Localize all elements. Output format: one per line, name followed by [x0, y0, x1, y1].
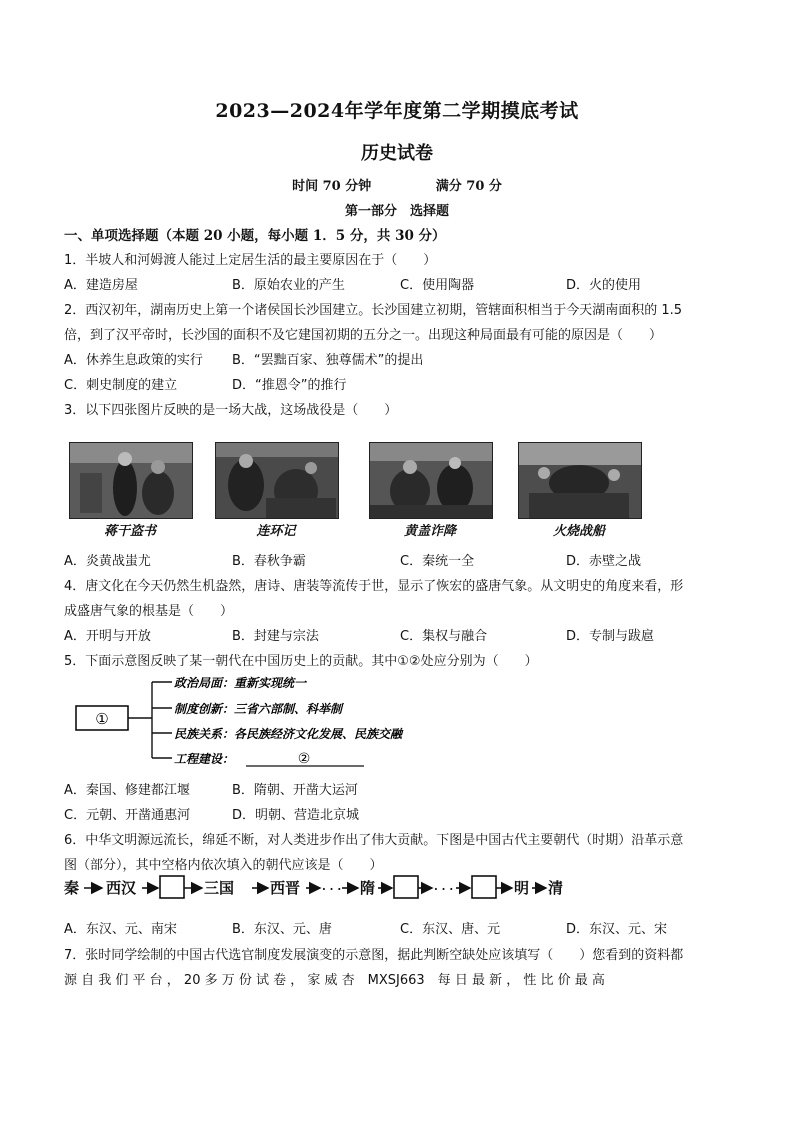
q5-branch-ethnic: 民族关系：各民族经济文化发展、民族交融: [174, 727, 403, 741]
timeline-three-kingdoms: 三国: [204, 879, 235, 897]
q1-option-a: A．建造房屋: [64, 278, 138, 293]
q5-option-a: A．秦国、修建都江堰: [64, 783, 190, 798]
q3-stem: 3．以下四张图片反映的是一场大战，这场战役是（ ）: [64, 403, 398, 418]
timeline-blank-3: [472, 876, 496, 898]
q4-option-b: B．封建与宗法: [232, 629, 319, 644]
timeline-ming: 明: [514, 879, 530, 897]
timeline-qin: 秦: [64, 879, 80, 897]
q2-stem-line1: 2．西汉初年，湖南历史上第一个诸侯国长沙国建立。长沙国建立初期，管辖面积相当于今天湖南面积的 1.5: [64, 303, 683, 318]
q2-option-c: C．刺史制度的建立: [64, 378, 178, 393]
q3-option-a: A．炎黄战蚩尤: [64, 554, 151, 569]
q3-caption-2: 连环记: [256, 524, 296, 539]
q6-timeline: [64, 873, 604, 901]
q5-stem: 5．下面示意图反映了某一朝代在中国历史上的贡献。其中①②处应分别为（ ）: [64, 654, 538, 669]
q3-caption-4: 火烧战船: [552, 524, 605, 539]
q3-caption-3: 黄盖诈降: [403, 524, 456, 539]
q6-option-a: A．东汉、元、南宋: [64, 922, 177, 937]
q6-option-b: B．东汉、元、唐: [232, 922, 332, 937]
q3-picture-3: [369, 442, 493, 519]
section-heading: 一、单项选择题（本题 20 小题，每小题 1．5 分，共 30 分）: [64, 228, 446, 244]
q5-branch-institutions: 制度创新：三省六部制、科举制: [174, 702, 343, 716]
part-heading: 第一部分 选择题: [344, 204, 449, 219]
q4-option-d: D．专制与跋扈: [566, 629, 655, 644]
timeline-sui: 隋: [360, 879, 376, 897]
q6-stem-line2: 图（部分），其中空格内依次填入的朝代应该是（ ）: [64, 858, 383, 873]
q2-option-a: A．休养生息政策的实行: [64, 353, 203, 368]
q5-diagram-box-label: ①: [95, 710, 109, 728]
exam-time: 时间 70 分钟: [292, 179, 372, 194]
q3-picture-1: [69, 442, 193, 519]
q3-option-b: B．春秋争霸: [232, 554, 306, 569]
q2-stem-line2: 倍，到了汉平帝时，长沙国的面积不及它建国初期的五分之一。出现这种局面最有可能的原因是（ ）: [64, 328, 663, 343]
q3-picture-4: [518, 442, 642, 519]
q6-option-d: D．东汉、元、宋: [566, 922, 668, 937]
q1-stem: 1．半坡人和河姆渡人能过上定居生活的最主要原因在于（ ）: [64, 253, 437, 268]
q5-diagram: [64, 672, 534, 772]
exam-subtitle: 历史试卷: [361, 143, 433, 164]
q1-option-b: B．原始农业的产生: [232, 278, 345, 293]
exam-score: 满分 70 分: [435, 179, 502, 194]
q3-caption-1: 蒋干盗书: [103, 524, 156, 539]
q4-stem-line1: 4．唐文化在今天仍然生机盎然，唐诗、唐装等流传于世，显示了恢宏的盛唐气象。从文明史的角度来看，形: [64, 579, 684, 594]
q5-option-c: C．元朝、开凿通惠河: [64, 808, 191, 823]
timeline-ellipsis-2: · · ·: [434, 883, 454, 896]
q7-stem-line1: 7．张时同学绘制的中国古代选官制度发展演变的示意图，据此判断空缺处应该填写（ ）您看到的资料都: [64, 948, 684, 963]
timeline-ellipsis-1: · · ·: [322, 883, 342, 896]
timeline-blank-1: [160, 876, 184, 898]
q6-option-c: C．东汉、唐、元: [400, 922, 501, 937]
timeline-qing: 清: [548, 879, 564, 897]
exam-title: 2023—2024年学年度第二学期摸底考试: [215, 100, 579, 122]
q3-option-d: D．赤壁之战: [566, 554, 642, 569]
q2-option-d: D．“推恩令”的推行: [232, 378, 347, 393]
q1-option-c: C．使用陶器: [400, 278, 475, 293]
q3-picture-2: [215, 442, 339, 519]
q5-option-d: D．明朝、营造北京城: [232, 808, 360, 823]
q5-blank-2: ②: [297, 751, 311, 767]
q3-option-c: C．秦统一全: [400, 554, 475, 569]
timeline-blank-2: [394, 876, 418, 898]
q5-option-b: B．隋朝、开凿大运河: [232, 783, 358, 798]
q4-option-a: A．开明与开放: [64, 629, 151, 644]
timeline-western-han: 西汉: [106, 879, 137, 897]
q1-option-d: D．火的使用: [566, 278, 642, 293]
exam-meta: [0, 175, 794, 194]
q4-option-c: C．集权与融合: [400, 629, 488, 644]
q5-branch-politics: 政治局面：重新实现统一: [174, 676, 307, 690]
q7-stem-line2: 源 自 我 们 平 台 ， 20 多 万 份 试 卷 ， 家 威 杏 MXSJ663 每 日 最 新 ， 性 比 价 最 高: [64, 973, 605, 988]
q5-branch-engineering: 工程建设：: [174, 752, 235, 766]
timeline-western-jin: 西晋: [270, 879, 301, 897]
q4-stem-line2: 成盛唐气象的根基是（ ）: [64, 604, 234, 619]
q6-stem-line1: 6．中华文明源远流长，绵延不断，对人类进步作出了伟大贡献。下图是中国古代主要朝代（时期）沿革示意: [64, 833, 684, 848]
q2-option-b: B．“罢黜百家、独尊儒术”的提出: [232, 353, 424, 368]
